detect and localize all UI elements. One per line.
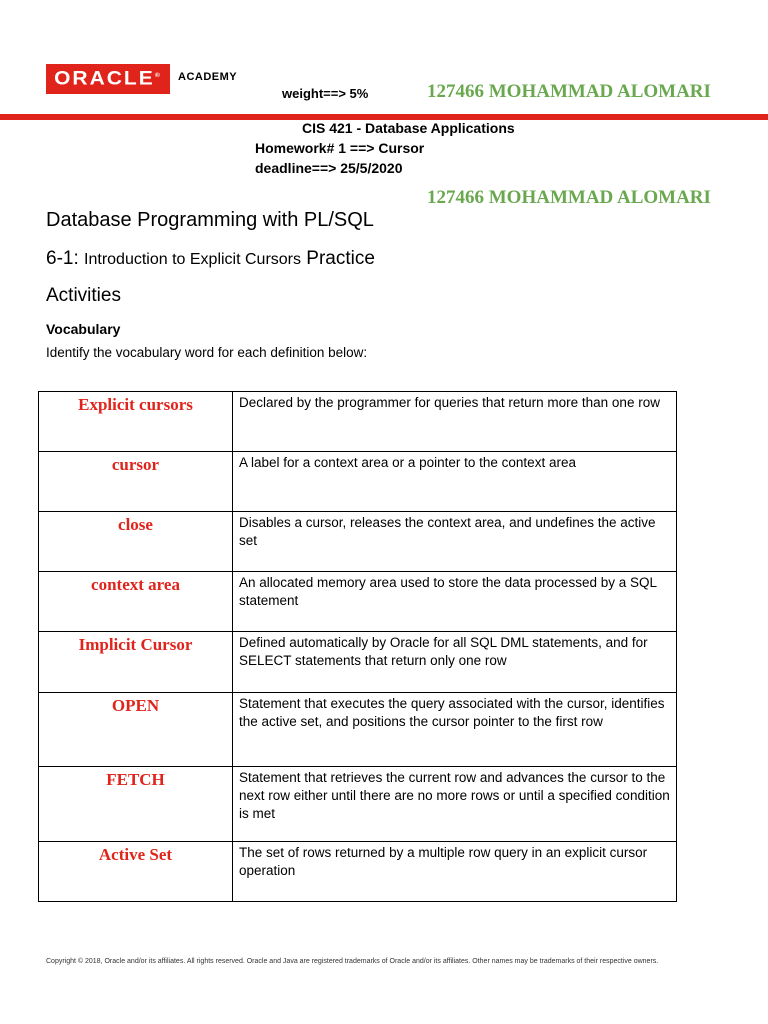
- vocab-definition: Statement that executes the query associated with the cursor, identifies the active set, and positions the cursor pointer to the first row: [233, 693, 677, 767]
- vocab-definition: An allocated memory area used to store the data processed by a SQL statement: [233, 572, 677, 632]
- vocab-term: OPEN: [39, 693, 233, 767]
- course-code: CIS 421 - Database Applications: [302, 120, 515, 136]
- registered-mark: ®: [154, 72, 162, 79]
- oracle-logo: [46, 64, 170, 94]
- table-row: [39, 842, 677, 902]
- copyright-footer: Copyright © 2018, Oracle and/or its affiliates. All rights reserved. Oracle and Java are registered trademarks of Oracle and/or its affiliates. Other names may be trademarks of their respective owners.: [46, 958, 659, 965]
- lesson-name: Introduction to Explicit Cursors: [84, 251, 302, 268]
- vocab-definition: The set of rows returned by a multiple row query in an explicit cursor operation: [233, 842, 677, 902]
- vocab-term: cursor: [39, 452, 233, 512]
- vocab-definition: Statement that retrieves the current row and advances the cursor to the next row either until there are no more rows or until a specified condition is met: [233, 767, 677, 842]
- vocabulary-table: [38, 391, 677, 902]
- vocab-term: close: [39, 512, 233, 572]
- lesson-title: [46, 248, 375, 270]
- lesson-number: 6-1:: [46, 248, 79, 269]
- table-row: [39, 452, 677, 512]
- vocab-term: Implicit Cursor: [39, 632, 233, 693]
- table-row: [39, 767, 677, 842]
- vocab-term: Active Set: [39, 842, 233, 902]
- table-row: [39, 512, 677, 572]
- table-row: [39, 572, 677, 632]
- course-title: Database Programming with PL/SQL: [46, 209, 374, 231]
- vocab-definition: Disables a cursor, releases the context area, and undefines the active set: [233, 512, 677, 572]
- academy-label: ACADEMY: [178, 71, 238, 83]
- vocab-term: Explicit cursors: [39, 392, 233, 452]
- student-id-name-repeat: 127466 MOHAMMAD ALOMARI: [427, 187, 711, 208]
- vocab-definition: Defined automatically by Oracle for all SQL DML statements, and for SELECT statements that return only one row: [233, 632, 677, 693]
- vocab-term: FETCH: [39, 767, 233, 842]
- activities-label: Activities: [46, 285, 121, 306]
- homework-label: Homework# 1 ==> Cursor: [255, 140, 425, 156]
- deadline-label: deadline==> 25/5/2020: [255, 160, 403, 176]
- vocab-term: context area: [39, 572, 233, 632]
- vocabulary-instruction: Identify the vocabulary word for each definition below:: [46, 345, 368, 360]
- practice-label: Practice: [306, 248, 375, 269]
- vocab-definition: A label for a context area or a pointer to the context area: [233, 452, 677, 512]
- student-id-name: 127466 MOHAMMAD ALOMARI: [427, 81, 711, 102]
- weight-label: weight==> 5%: [282, 86, 369, 101]
- table-row: [39, 693, 677, 767]
- vocab-definition: Declared by the programmer for queries that return more than one row: [233, 392, 677, 452]
- table-row: [39, 392, 677, 452]
- oracle-logo-text: ORACLE®: [54, 67, 162, 90]
- table-row: [39, 632, 677, 693]
- vocabulary-heading: Vocabulary: [46, 321, 121, 337]
